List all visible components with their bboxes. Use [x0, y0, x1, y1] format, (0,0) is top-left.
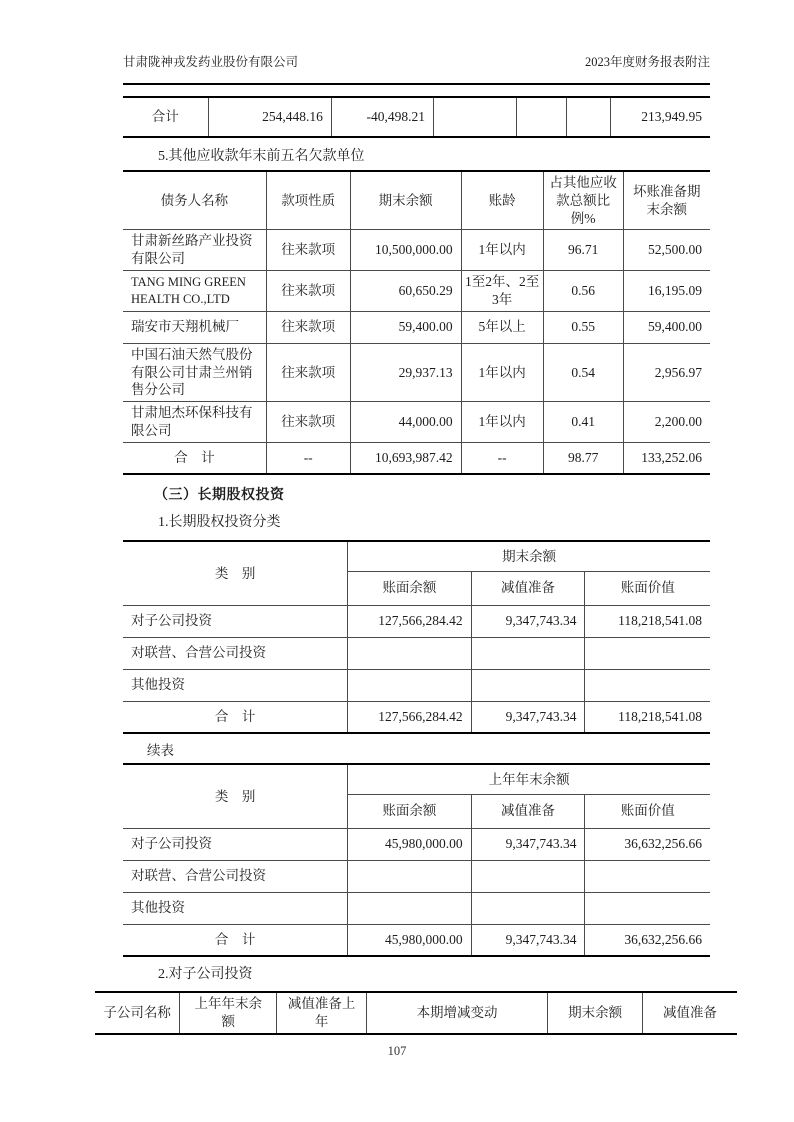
table-cell: 合 计 [123, 701, 348, 733]
table-cell [585, 892, 710, 924]
section-title-lt-equity: （三）长期股权投资 [154, 488, 285, 504]
table-cell: 254,448.16 [208, 97, 331, 137]
table-cell [348, 892, 471, 924]
table-cell [471, 892, 585, 924]
table-cell: 往来款项 [266, 230, 350, 271]
table-cell: 1至2年、2至3年 [461, 271, 543, 312]
table-cell: 0.55 [543, 311, 623, 343]
table-cell: 96.71 [543, 230, 623, 271]
table-cell: 其他投资 [123, 892, 348, 924]
page-number: 107 [387, 1044, 407, 1058]
column-header: 子公司名称 [103, 1005, 171, 1021]
column-header-category: 类 别 [214, 788, 256, 804]
table-cell [434, 97, 517, 137]
table-cell: 合 计 [123, 442, 266, 474]
table-header-row [123, 541, 710, 571]
table-cell: 合计 [151, 109, 179, 125]
table-row [123, 892, 710, 924]
table-cell: 甘肃新丝路产业投资有限公司 [123, 230, 266, 271]
table-cell: 44,000.00 [350, 402, 461, 443]
table-cell [471, 669, 585, 701]
table-row [123, 828, 710, 860]
table-cell: 1年以内 [461, 402, 543, 443]
table-cell [348, 669, 471, 701]
column-header: 账面价值 [585, 794, 710, 828]
table-cell: 9,347,743.34 [471, 828, 585, 860]
table-row [123, 860, 710, 892]
column-header: 款项性质 [266, 171, 350, 230]
table-header-row [123, 171, 710, 230]
table-cell: 0.41 [543, 402, 623, 443]
column-header: 账面余额 [348, 794, 471, 828]
table-row [123, 230, 710, 271]
header-doc-title: 2023年度财务报表附注 [584, 55, 710, 69]
table-cell: 127,566,284.42 [348, 605, 471, 637]
column-header: 坏账准备期末余额 [623, 171, 710, 230]
table-cell: 0.56 [543, 271, 623, 312]
page-content [103, 52, 718, 1035]
debtors-table [123, 170, 710, 475]
table-row [123, 311, 710, 343]
table-cell: 36,632,256.66 [585, 924, 710, 956]
table-cell: 往来款项 [266, 311, 350, 343]
table-cell: 52,500.00 [623, 230, 710, 271]
table-cell: 2,200.00 [623, 402, 710, 443]
header-company: 甘肃陇神戎发药业股份有限公司 [123, 55, 299, 69]
table-cell: 118,218,541.08 [585, 605, 710, 637]
table-row [123, 97, 710, 137]
table-cell: 9,347,743.34 [471, 701, 585, 733]
table-cell: 9,347,743.34 [471, 605, 585, 637]
table-cell: 1年以内 [461, 230, 543, 271]
table-cell: 118,218,541.08 [585, 701, 710, 733]
table-total-row [123, 442, 710, 474]
table-cell: 5年以上 [461, 311, 543, 343]
lt-investment-current-table [123, 540, 710, 734]
table-cell: TANG MING GREEN HEALTH CO.,LTD [123, 271, 266, 312]
page-header [123, 52, 710, 85]
table-cell: 133,252.06 [623, 442, 710, 474]
table-cell: 0.54 [543, 343, 623, 401]
table-cell: -- [266, 442, 350, 474]
table-cell [585, 860, 710, 892]
table-cell: 往来款项 [266, 271, 350, 312]
table-header-row [123, 764, 710, 794]
table-cell: 其他投资 [123, 669, 348, 701]
table-row [123, 669, 710, 701]
table-cell: 10,693,987.42 [350, 442, 461, 474]
column-header: 减值准备上年 [277, 992, 367, 1034]
table-row [123, 605, 710, 637]
column-header: 账面价值 [585, 571, 710, 605]
table-cell [516, 97, 566, 137]
column-header: 减值准备 [643, 992, 737, 1034]
table-cell [566, 97, 610, 137]
subsection-title-classification: 1.长期股权投资分类 [158, 515, 281, 531]
table-cell: 36,632,256.66 [585, 828, 710, 860]
column-group-header: 期末余额 [348, 541, 710, 571]
table-total-row [123, 924, 710, 956]
column-group-header: 上年年末余额 [348, 764, 710, 794]
table-cell: 127,566,284.42 [348, 701, 471, 733]
table-cell: 9,347,743.34 [471, 924, 585, 956]
table-row [123, 271, 710, 312]
table-cell: 1年以内 [461, 343, 543, 401]
table-row [123, 343, 710, 401]
subsection-title-subsidiaries: 2.对子公司投资 [158, 967, 253, 983]
column-header: 债务人名称 [160, 192, 229, 208]
table-cell: -40,498.21 [331, 97, 433, 137]
table-cell: 瑞安市天翔机械厂 [123, 311, 266, 343]
table-cell: 59,400.00 [623, 311, 710, 343]
column-header-category: 类 别 [214, 565, 256, 581]
table-header-row [95, 992, 737, 1034]
section-title-other-receivables: 5.其他应收款年末前五名欠款单位 [158, 149, 365, 164]
table-cell: 对子公司投资 [123, 605, 348, 637]
table-cell [348, 637, 471, 669]
table-cell [585, 669, 710, 701]
lt-investment-prior-table [123, 763, 710, 957]
table-cell: 213,949.95 [610, 97, 710, 137]
table-cell: 98.77 [543, 442, 623, 474]
column-header: 减值准备 [471, 794, 585, 828]
table-cell: 甘肃旭杰环保科技有限公司 [123, 402, 266, 443]
table-cell: 对联营、合营公司投资 [123, 637, 348, 669]
column-header: 账龄 [461, 171, 543, 230]
table-cell: 45,980,000.00 [348, 924, 471, 956]
table-cell: 10,500,000.00 [350, 230, 461, 271]
table-cell: 对子公司投资 [123, 828, 348, 860]
table-cell: 对联营、合营公司投资 [123, 860, 348, 892]
column-header: 本期增减变动 [367, 992, 548, 1034]
column-header: 上年年末余额 [180, 992, 277, 1034]
table-cell [471, 637, 585, 669]
table-cell: 2,956.97 [623, 343, 710, 401]
table-cell: 往来款项 [266, 402, 350, 443]
table-cell: 29,937.13 [350, 343, 461, 401]
table-cell [348, 860, 471, 892]
carryover-total-table [123, 96, 710, 138]
subsidiary-investment-table [95, 991, 737, 1035]
column-header: 减值准备 [471, 571, 585, 605]
table-cell [471, 860, 585, 892]
table-cell: -- [461, 442, 543, 474]
continued-table-label: 续表 [147, 743, 174, 759]
table-row [123, 637, 710, 669]
column-header: 期末余额 [548, 992, 643, 1034]
column-header: 期末余额 [350, 171, 461, 230]
table-row [123, 402, 710, 443]
table-cell [585, 637, 710, 669]
table-cell: 16,195.09 [623, 271, 710, 312]
table-cell: 60,650.29 [350, 271, 461, 312]
table-cell: 45,980,000.00 [348, 828, 471, 860]
table-total-row [123, 701, 710, 733]
column-header: 账面余额 [348, 571, 471, 605]
table-cell: 往来款项 [266, 343, 350, 401]
table-cell: 中国石油天然气股份有限公司甘肃兰州销售分公司 [123, 343, 266, 401]
table-cell: 合 计 [123, 924, 348, 956]
column-header: 占其他应收款总额比例% [543, 171, 623, 230]
table-cell: 59,400.00 [350, 311, 461, 343]
